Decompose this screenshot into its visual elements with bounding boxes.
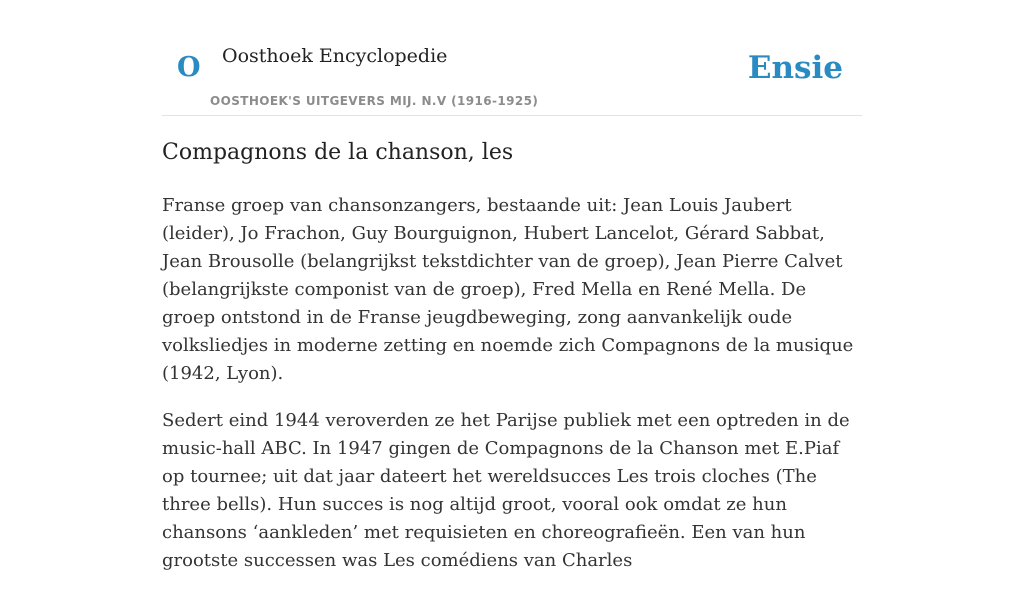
entry-paragraph: Franse groep van chansonzangers, bestaande uit: Jean Louis Jaubert (leider), Jo Frachon, Guy Bourguignon, Hubert Lancelot, Gérard Sabbat, Jean Brousolle (belangrijkst tekstdichter van de groep), Jean Pierre Calvet (belangrijkste componist van de groep), Fred Mella en René Mella. De groep ontstond in de Franse jeugdbeweging, zong aanvankelijk oude volksliedjes in moderne zetting en noemde zich Compagnons de la musique (1942, Lyon). (162, 195, 854, 384)
source-title-link[interactable]: Oosthoek Encyclopedie (222, 45, 448, 67)
publisher-label: OOSTHOEK'S UITGEVERS MIJ. N.V (1916-1925) (210, 94, 539, 108)
ensie-logo-link[interactable]: Ensie (747, 50, 843, 86)
entry-paragraph: Sedert eind 1944 veroverden ze het Parijse publiek met een optreden in de music-hall ABC. In 1947 gingen de Compagnons de la Chanson met E.Piaf op tournee; uit dat jaar dateert het wereldsucces Les trois cloches (The three bells). Hun succes is nog altijd groot, vooral ook omdat ze hun chansons ‘aankleden’ met requisieten en choreografieën. Een van hun grootste successen was Les comédiens van Charles (162, 410, 850, 571)
entry-body (162, 192, 862, 594)
source-logo-icon[interactable]: O (177, 52, 201, 83)
entry-title: Compagnons de la chanson, les (162, 140, 514, 165)
site-header (162, 30, 862, 116)
